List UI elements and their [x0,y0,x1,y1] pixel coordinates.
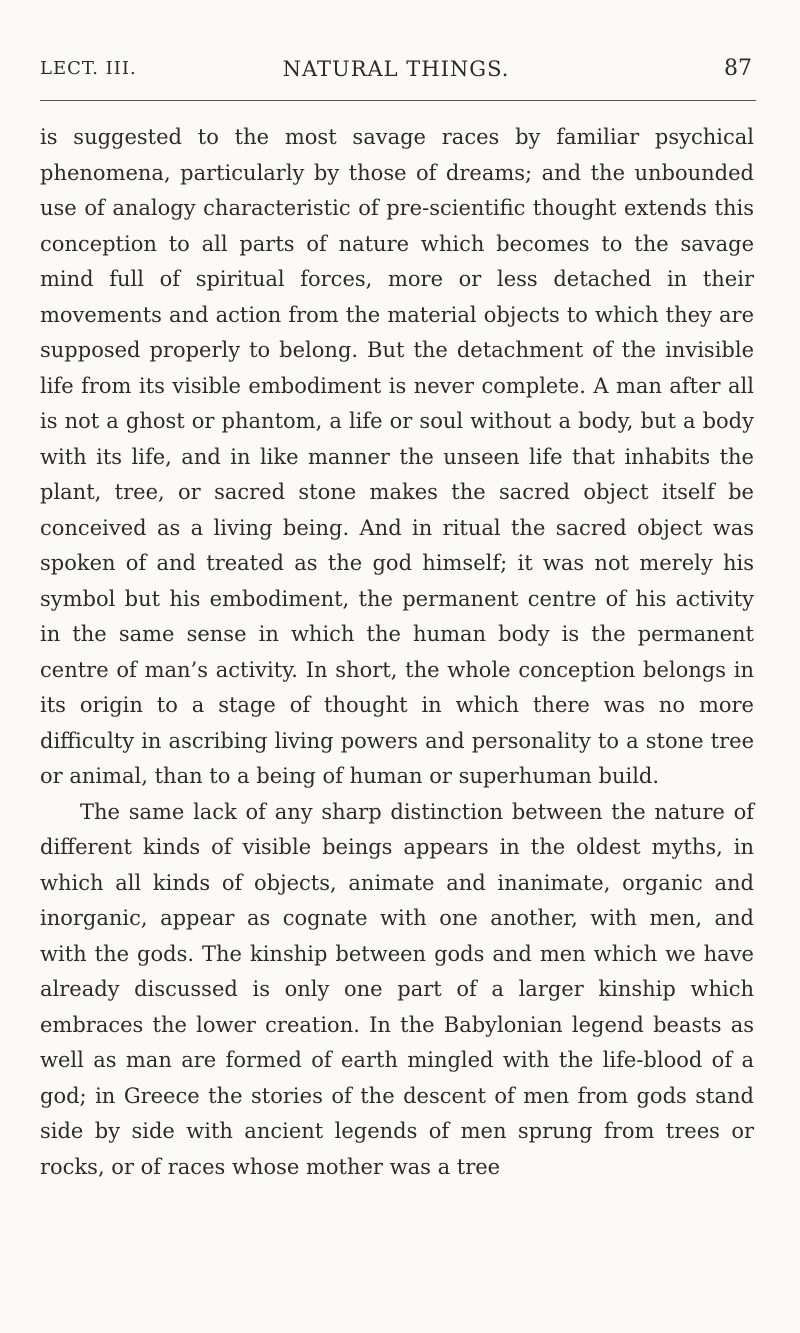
paragraph-1: is suggested to the most savage races by familiar psychical phenomena, particularly by those of dreams; and the unbounded use of analogy characteristic of pre-scientific thought extends this conception to all parts of nature which becomes to the savage mind full of spiritual forces, more or less detached in their movements and action from the material objects to which they are supposed properly to belong. But the detachment of the invisible life from its visible embodiment is never complete. A man after all is not a ghost or phantom, a life or soul without a body, but a body with its life, and in like manner the unseen life that inhabits the plant, tree, or sacred stone makes the sacred object itself be conceived as a living being. And in ritual the sacred object was spoken of and treated as the god himself; it was not merely his symbol but his embodiment, the permanent centre of his activity in the same sense in which the human body is the permanent centre of man’s activity. In short, the whole conception belongs in its origin to a stage of thought in which there was no more difficulty in ascribing living powers and personality to a stone tree or animal, than to a being of human or superhuman build. [40,125,754,788]
lecture-number: LECT. III. [40,58,137,79]
body-text [40,120,754,1185]
page-number: 87 [724,56,752,81]
running-title: NATURAL THINGS. [282,57,510,81]
paragraph-2: The same lack of any sharp distinction between the nature of different kinds of visible beings appears in the oldest myths, in which all kinds of objects, animate and inanimate, organic and inorganic, appear as cognate with one another, with men, and with the gods. The kinship between gods and men which we have already discussed is only one part of a larger kinship which embraces the lower creation. In the Babylonian legend beasts as well as man are formed of earth mingled with the life-blood of a god; in Greece the stories of the descent of men from gods stand side by side with ancient legends of men sprung from trees or rocks, or of races whose mother was a tree [40,799,754,1179]
running-header [40,54,752,84]
header-rule [40,100,756,101]
